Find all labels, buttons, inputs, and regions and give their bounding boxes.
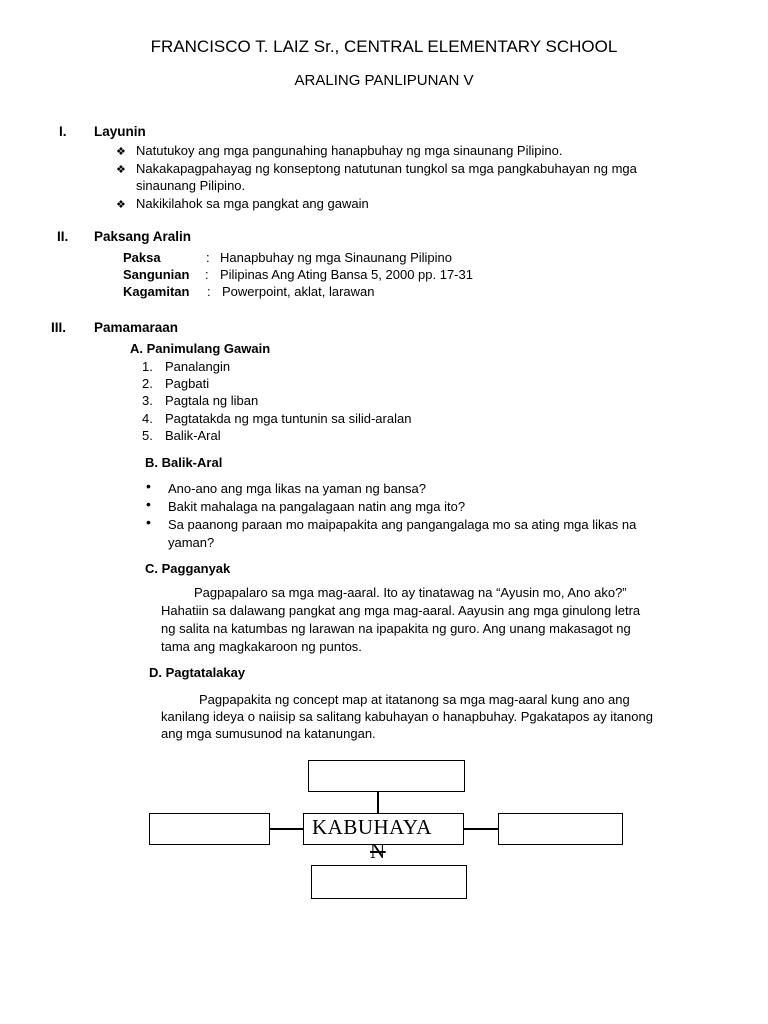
list-number: 4. [142,411,153,426]
kagamitan-separator: : [207,284,211,299]
concept-map-box-top [308,760,465,792]
subsection-b-title: B. Balik-Aral [145,455,223,470]
list-item: Pagtala ng liban [165,393,259,408]
paksa-separator: : [206,250,210,265]
list-number: 2. [142,376,153,391]
list-item: Panalangin [165,359,231,374]
paragraph-line: kanilang ideya o naiisip sa salitang kabuhayan o hanapbuhay. Pgakatapos ay itanong [161,709,653,724]
list-number: 5. [142,428,153,443]
concept-map-box-bottom [311,865,467,899]
subsection-a-title: A. Panimulang Gawain [130,341,271,356]
section-1-number: I. [59,124,67,139]
connector-line-right [463,828,499,830]
bullet-icon: • [146,496,151,512]
concept-map-box-left [149,813,270,845]
concept-map-center-label-overflow: N [370,839,386,863]
sangunian-label: Sangunian [123,267,190,282]
diamond-bullet-icon: ❖ [116,199,126,211]
subsection-c-title: C. Pagganyak [145,561,231,576]
list-number: 1. [142,359,153,374]
section-1-title: Layunin [94,124,146,139]
paragraph-line: Hahatiin sa dalawang pangkat ang mga mag-aaral. Aayusin ang mga ginulong letra [161,603,641,618]
section-3-number: III. [51,320,67,335]
diamond-bullet-icon: ❖ [116,146,126,158]
list-item: Pagbati [165,376,210,391]
paragraph-line: tama ang magkakaroon ng puntos. [161,639,362,654]
bullet-icon: • [146,514,151,530]
question-item: Sa paanong paraan mo maipapakita ang pangangalaga mo sa ating mga likas na [168,517,637,532]
subsection-d-title: D. Pagtatalakay [149,665,246,680]
objective-item-continued: sinaunang Pilipino. [136,178,246,193]
objective-item: Nakikilahok sa mga pangkat ang gawain [136,196,369,211]
section-3-title: Pamamaraan [94,320,179,335]
connector-line-left [269,828,304,830]
list-number: 3. [142,393,153,408]
question-item-continued: yaman? [168,535,215,550]
bullet-icon: • [146,478,151,494]
kagamitan-label: Kagamitan [123,284,190,299]
connector-line-top [377,791,379,814]
question-item: Bakit mahalaga na pangalagaan natin ang mga ito? [168,499,466,514]
concept-map-box-right [498,813,623,845]
subject-title: ARALING PANLIPUNAN V [294,72,474,89]
paksa-value: Hanapbuhay ng mga Sinaunang Pilipino [220,250,453,265]
paragraph-line: ang mga sumusunod na katanungan. [161,726,376,741]
concept-map-center-label: KABUHAYA [312,815,432,839]
kagamitan-value: Powerpoint, aklat, larawan [222,284,375,299]
paragraph-line: Pagpapalaro sa mga mag-aaral. Ito ay tinatawag na “Ayusin mo, Ano ako?” [194,585,627,600]
sangunian-separator: : [205,267,209,282]
objective-item: Nakakapagpahayag ng konseptong natutunan tungkol sa mga pangkabuhayan ng mga [136,161,637,176]
paragraph-line: ng salita na katumbas ng larawan na ipapakita ng guro. Ang unang makasagot ng [161,621,631,636]
objective-item: Natutukoy ang mga pangunahing hanapbuhay ng mga sinaunang Pilipino. [136,143,563,158]
sangunian-value: Pilipinas Ang Ating Bansa 5, 2000 pp. 17-31 [220,267,473,282]
paksa-label: Paksa [123,250,161,265]
school-name: FRANCISCO T. LAIZ Sr., CENTRAL ELEMENTARY SCHOOL [150,37,618,56]
section-2-title: Paksang Aralin [94,229,192,244]
paragraph-line: Pagpapakita ng concept map at itatanong sa mga mag-aaral kung ano ang [199,692,630,707]
diamond-bullet-icon: ❖ [116,164,126,176]
question-item: Ano-ano ang mga likas na yaman ng bansa? [168,481,427,496]
section-2-number: II. [57,229,69,244]
list-item: Pagtatakda ng mga tuntunin sa silid-aralan [165,411,412,426]
list-item: Balik-Aral [165,428,221,443]
